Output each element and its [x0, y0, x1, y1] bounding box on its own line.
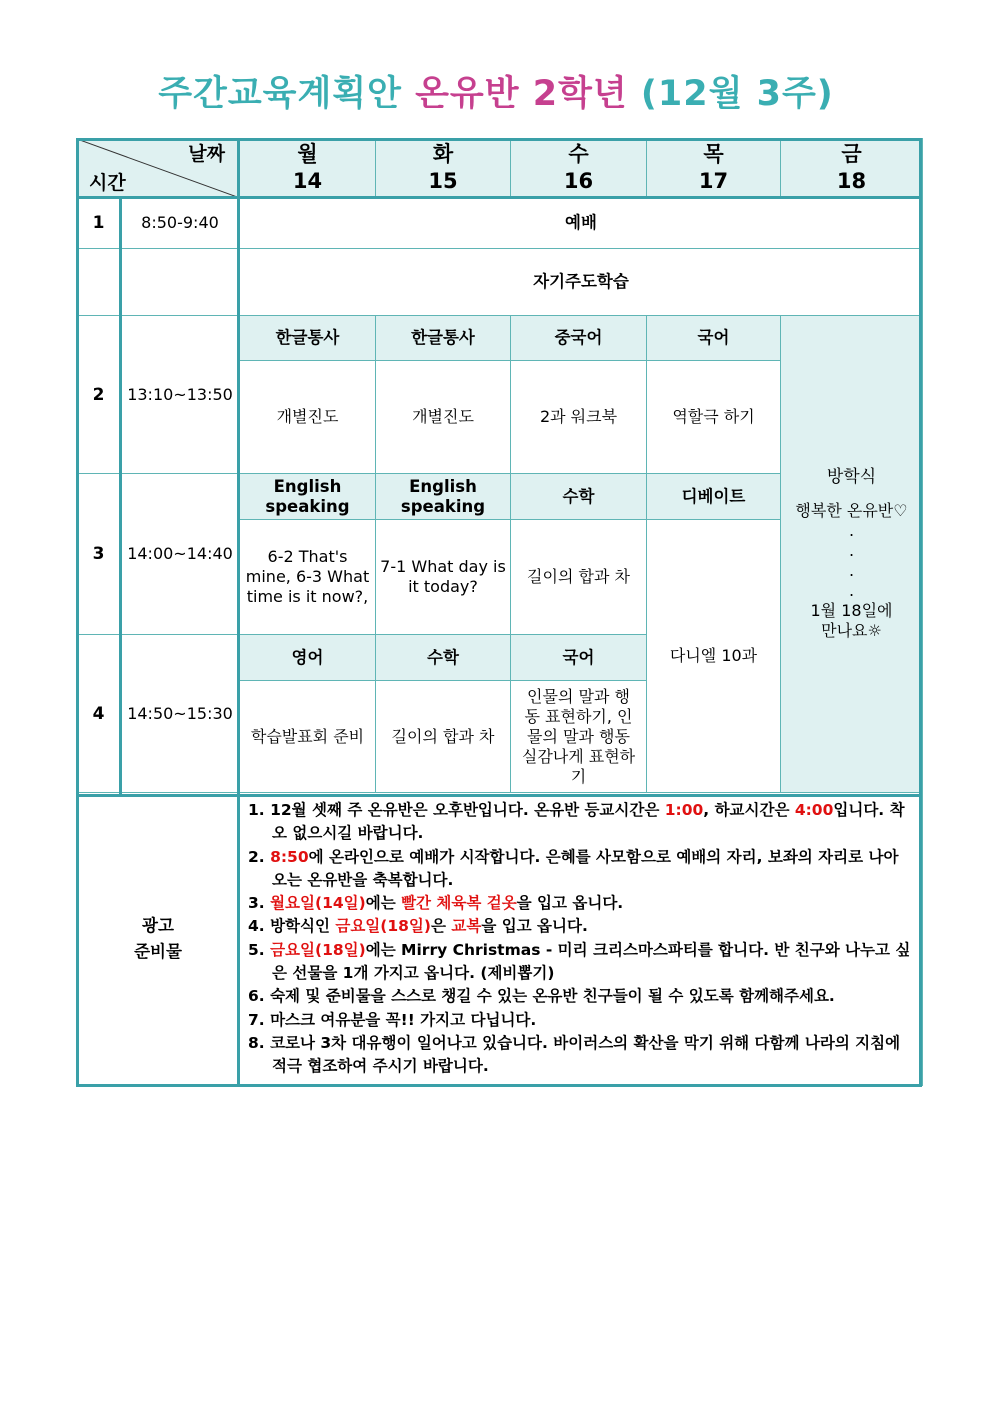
- notice-text: 에는: [365, 894, 402, 913]
- content-cell: 6-2 That's mine, 6-3 What time is it now?,: [240, 520, 376, 635]
- period-time: 13:10~13:50: [121, 316, 240, 474]
- period-number: 4: [77, 635, 121, 793]
- subject-cell: 수학: [511, 474, 647, 520]
- notice-highlight: 빨간 체육복 겉옷: [401, 894, 517, 913]
- notice-text: 은: [431, 917, 452, 936]
- period-number-empty: [77, 249, 121, 316]
- notice-text: 7. 마스크 여유분을 꼭!! 가지고 다닙니다.: [248, 1010, 537, 1029]
- notices-label-cell: [77, 793, 240, 1086]
- period-2-subject-row: [77, 316, 923, 361]
- notices-list: [248, 799, 912, 1079]
- notice-item: [248, 846, 912, 893]
- title-week: (12월 3주): [640, 74, 834, 114]
- day-name: 수: [568, 142, 589, 166]
- day-header-mon: [240, 139, 376, 198]
- closing-dot: .: [848, 541, 855, 560]
- period-time-empty: [121, 249, 240, 316]
- period-time: 14:50~15:30: [121, 635, 240, 793]
- notice-text: 입니다. 착오 없으시길 바랍니다.: [272, 801, 905, 843]
- friday-closing-cell: [781, 316, 923, 793]
- notice-item: [248, 892, 912, 915]
- notice-item: [248, 915, 912, 938]
- notice-text: 2.: [248, 847, 271, 866]
- closing-message: 행복한 온유반♡: [795, 501, 908, 520]
- closing-dot: .: [848, 521, 855, 540]
- notice-highlight: 월요일(14일): [270, 894, 366, 913]
- notice-item: [248, 985, 912, 1008]
- notice-text: 6. 숙제 및 준비물을 스스로 챙길 수 있는 온유반 친구들이 될 수 있도록 함께해주세요.: [248, 987, 835, 1006]
- notice-highlight: 8:50: [270, 847, 309, 866]
- subject-cell: 국어: [647, 316, 781, 361]
- self-study-cell: 자기주도학습: [240, 249, 923, 316]
- corner-cell: [77, 139, 240, 198]
- notice-text: 1. 12월 셋째 주 온유반은 오후반입니다. 온유반 등교시간은: [248, 801, 665, 819]
- subject-cell: 영어: [240, 635, 376, 681]
- title-main: 주간교육계획안: [158, 74, 402, 114]
- title-class: 온유반 2학년: [415, 74, 628, 114]
- subject-cell: 디베이트: [647, 474, 781, 520]
- subject-cell: English speaking: [376, 474, 511, 520]
- day-name: 목: [703, 142, 724, 166]
- notice-highlight: 교복: [451, 917, 482, 936]
- closing-dot: .: [848, 581, 855, 600]
- period-number: 3: [77, 474, 121, 635]
- closing-ceremony-heading: 방학식: [826, 467, 877, 487]
- content-cell: 역할극 하기: [647, 361, 781, 474]
- notice-item: [248, 799, 912, 846]
- content-cell: 길이의 합과 차: [511, 520, 647, 635]
- notice-text: 8. 코로나 3차 대유행이 일어나고 있습니다. 바이러스의 확산을 막기 위해 다함께 나라의 지침에 적극 협조하여 주시기 바랍니다.: [248, 1033, 901, 1076]
- day-date: 15: [428, 169, 458, 193]
- page-title: [0, 66, 992, 116]
- thursday-merged-cell: 다니엘 10과: [647, 520, 781, 793]
- subject-cell: 중국어: [511, 316, 647, 361]
- period-time: 8:50-9:40: [121, 198, 240, 249]
- closing-greeting: 만나요☼: [821, 621, 882, 640]
- notice-text: , 하교시간은: [703, 801, 795, 819]
- day-date: 14: [292, 169, 323, 193]
- notice-text: 에는 Mirry Christmas - 미리 크리스마스파티를 합니다. 반 친구와 나누고 싶은 선물을 1개 가지고 옵니다. (제비뽑기): [272, 940, 911, 983]
- day-name: 금: [841, 142, 862, 166]
- period-time: 14:00~14:40: [121, 474, 240, 635]
- subject-cell: 한글통사: [240, 316, 376, 361]
- notice-text: 5.: [248, 940, 271, 959]
- content-cell: 2과 워크북: [511, 361, 647, 474]
- notice-highlight: 금요일(18일): [335, 917, 431, 936]
- content-cell: 개별진도: [240, 361, 376, 474]
- day-name: 월: [297, 142, 318, 166]
- notice-highlight: 금요일(18일): [270, 940, 366, 959]
- notice-item: [248, 1032, 912, 1079]
- period-1-row: [77, 198, 923, 249]
- header-row: [77, 139, 923, 198]
- worship-cell: 예배: [240, 198, 923, 249]
- content-cell: 인물의 말과 행동 표현하기, 인물의 말과 행동 실감나게 표현하기: [511, 681, 647, 793]
- day-header-wed: [511, 139, 647, 198]
- closing-date: 1월 18일에: [810, 601, 893, 620]
- day-date: 17: [698, 169, 729, 193]
- content-cell: 길이의 합과 차: [376, 681, 511, 793]
- day-header-tue: [376, 139, 511, 198]
- period-number: 1: [77, 198, 121, 249]
- subject-cell: 한글통사: [376, 316, 511, 361]
- notice-text: 4. 방학식인: [248, 917, 336, 936]
- weekly-plan-table: [76, 138, 923, 1086]
- notice-highlight: 1:00: [664, 801, 704, 819]
- notice-item: [248, 1009, 912, 1032]
- notice-highlight: 4:00: [794, 801, 834, 819]
- corner-date-label: 날짜: [188, 143, 225, 165]
- notices-row: [77, 793, 923, 1086]
- notice-text: 을 입고 옵니다.: [481, 917, 588, 936]
- notices-label: 광고: [142, 915, 174, 935]
- day-date: 18: [836, 169, 867, 193]
- day-date: 16: [563, 169, 594, 193]
- content-cell: 7-1 What day is it today?: [376, 520, 511, 635]
- notices-cell: [240, 793, 923, 1086]
- day-header-fri: [781, 139, 923, 198]
- day-name: 화: [432, 142, 454, 166]
- period-number: 2: [77, 316, 121, 474]
- notice-text: 을 입고 옵니다.: [516, 894, 624, 913]
- day-header-thu: [647, 139, 781, 198]
- subject-cell: 수학: [376, 635, 511, 681]
- subject-cell: 국어: [511, 635, 647, 681]
- content-cell: 학습발표회 준비: [240, 681, 376, 793]
- notice-text: 3.: [248, 894, 271, 913]
- notice-text: 에 온라인으로 예배가 시작합니다. 은혜를 사모함으로 예배의 자리, 보좌의 자리로 나아오는 온유반을 축복합니다.: [272, 847, 899, 889]
- corner-time-label: 시간: [89, 172, 126, 194]
- closing-dot: .: [848, 561, 855, 580]
- content-cell: 개별진도: [376, 361, 511, 474]
- self-study-row: [77, 249, 923, 316]
- supplies-label: 준비물: [134, 941, 182, 961]
- notice-item: [248, 939, 912, 986]
- subject-cell: English speaking: [240, 474, 376, 520]
